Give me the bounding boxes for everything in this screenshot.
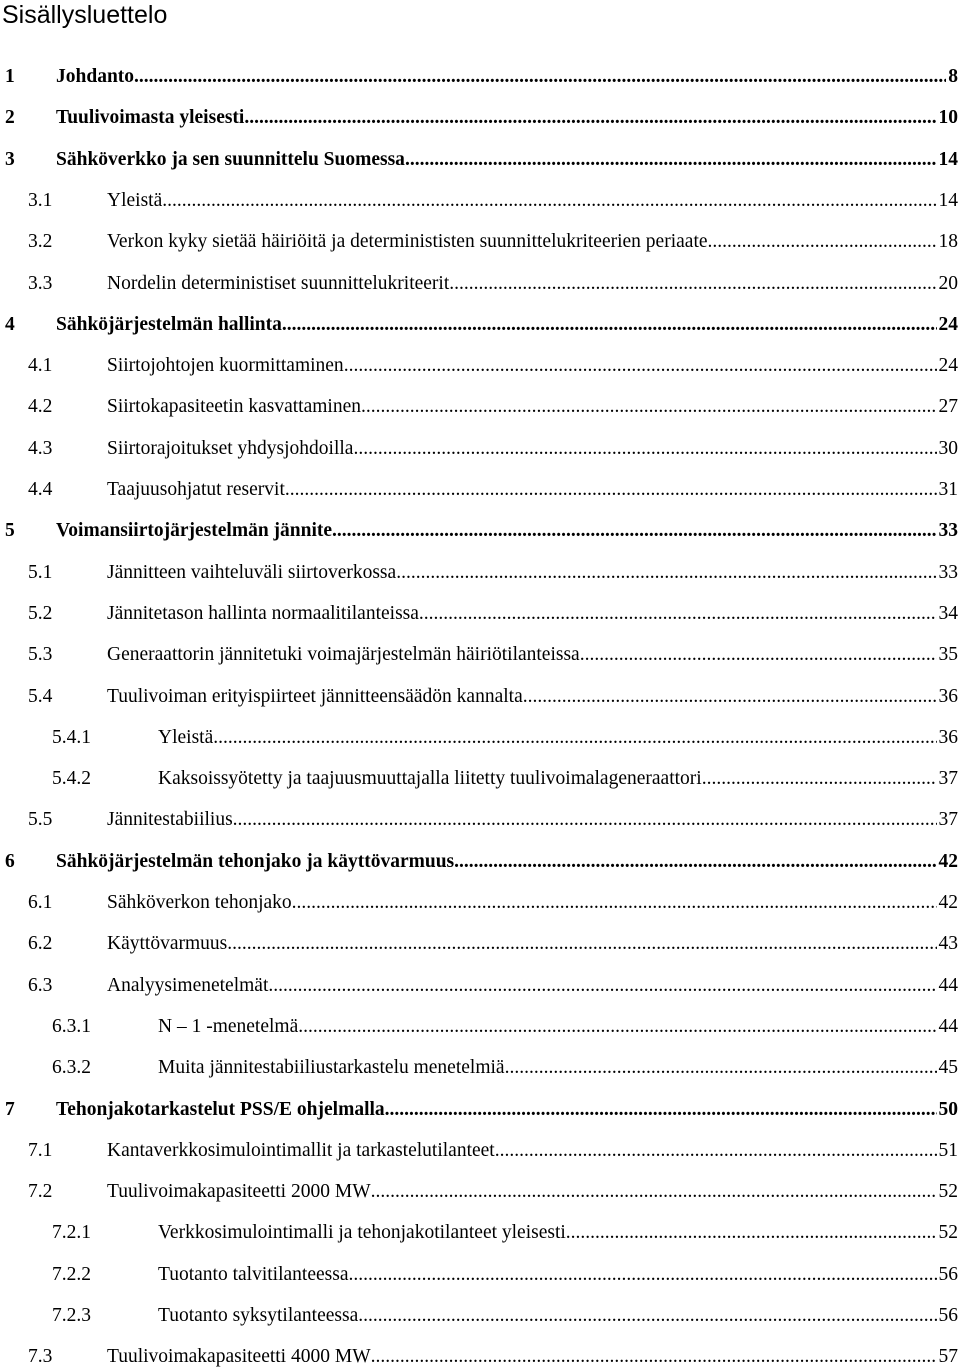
toc-entry-number: 7.2.3 xyxy=(52,1305,91,1326)
toc-entry-page[interactable]: 35 xyxy=(938,644,958,666)
toc-entry-title[interactable]: Siirtorajoitukset yhdysjohdoilla xyxy=(107,437,354,459)
toc-dot-leader xyxy=(162,186,936,216)
toc-dot-leader xyxy=(449,269,936,299)
toc-entry[interactable] xyxy=(0,971,958,1001)
toc-entry[interactable] xyxy=(0,434,958,464)
toc-entry-line xyxy=(107,971,958,1001)
toc-entry[interactable] xyxy=(0,269,958,299)
toc-entry-line xyxy=(107,1342,958,1372)
toc-entry-page[interactable]: 36 xyxy=(938,726,958,748)
toc-entry-title[interactable]: Sähköverkon tehonjako. xyxy=(107,892,297,913)
toc-entry[interactable] xyxy=(0,475,958,505)
toc-entry-number: 4.2 xyxy=(28,396,53,418)
toc-entry-line xyxy=(107,392,958,422)
toc-entry-line xyxy=(107,599,958,629)
toc-entry-number: 7.2 xyxy=(28,1181,53,1203)
toc-entry[interactable] xyxy=(0,1095,958,1125)
toc-entry-line xyxy=(56,310,958,340)
toc-dot-leader xyxy=(580,640,937,670)
toc-dot-leader xyxy=(495,1136,937,1166)
toc-entry-page[interactable]: 10 xyxy=(938,107,958,129)
toc-entry-title[interactable]: Taajuusohjatut reservit xyxy=(107,479,285,500)
toc-entry-line xyxy=(107,269,958,299)
toc-entry-page[interactable]: 31 xyxy=(938,479,958,500)
toc-entry-line xyxy=(56,516,958,546)
toc-entry[interactable] xyxy=(0,351,958,381)
toc-entry-page[interactable]: 50 xyxy=(938,1098,958,1120)
toc-entry-title[interactable]: Tuulivoiman erityispiirteet jännitteensäädön kannalta xyxy=(107,685,523,707)
toc-entry[interactable] xyxy=(0,847,958,877)
toc-entry-page[interactable]: 36 xyxy=(938,685,958,707)
toc-entry-line xyxy=(56,145,958,175)
toc-entry-line xyxy=(107,227,958,257)
toc-entry-number: 5.4.1 xyxy=(52,726,91,748)
toc-entry-title[interactable]: Siirtokapasiteetin kasvattaminen xyxy=(107,396,361,418)
toc-entry-number: 4.3 xyxy=(28,437,53,459)
toc-entry-title[interactable]: Käyttövarmuus xyxy=(107,933,228,955)
toc-dot-leader xyxy=(566,1218,937,1248)
toc-entry-page[interactable]: 57 xyxy=(938,1346,958,1368)
toc-entry-number: 6.2 xyxy=(28,933,53,955)
toc-dot-leader xyxy=(523,682,937,712)
toc-entry-line xyxy=(107,929,958,959)
toc-entry-page[interactable]: 37 xyxy=(938,809,958,831)
toc-entry[interactable] xyxy=(0,227,958,257)
toc-entry-title[interactable]: Sähköjärjestelmän tehonjako ja käyttövarmuus xyxy=(56,850,455,872)
toc-dot-leader xyxy=(405,145,937,175)
toc-entry-line xyxy=(107,682,958,712)
toc-dot-leader xyxy=(371,1342,937,1372)
toc-entry[interactable] xyxy=(0,392,958,422)
toc-entry-page[interactable]: 14 xyxy=(938,189,958,211)
toc-entry-page[interactable]: 8 xyxy=(948,66,958,87)
toc-entry-number: 5.4.2 xyxy=(52,768,91,790)
toc-entry[interactable] xyxy=(0,62,958,92)
toc-dot-leader xyxy=(285,475,937,505)
toc-entry-number: 3.1 xyxy=(28,189,53,211)
toc-entry-number: 5.2 xyxy=(28,602,53,624)
toc-entry-number: 5.1 xyxy=(28,561,53,583)
toc-entry-line xyxy=(56,847,958,877)
toc-dot-leader xyxy=(358,1301,936,1331)
toc-entry-number: 3.2 xyxy=(28,231,53,253)
toc-entry-page[interactable]: 37 xyxy=(938,768,958,790)
toc-entry-title[interactable]: Sähköverkko ja sen suunnittelu Suomessa xyxy=(56,148,405,170)
toc-dot-leader xyxy=(361,392,937,422)
toc-entry[interactable] xyxy=(0,1301,958,1331)
toc-entry-number: 1 xyxy=(5,66,15,87)
toc-entry[interactable] xyxy=(0,1053,958,1083)
toc-dot-leader xyxy=(353,434,936,464)
toc-entry-number: 3 xyxy=(5,148,15,170)
toc-entry[interactable] xyxy=(0,516,958,546)
toc-entry-number: 2 xyxy=(5,107,15,129)
toc-entry-title[interactable]: Jännitteen vaihteluväli siirtoverkossa xyxy=(107,561,397,583)
toc-entry-line xyxy=(107,434,958,464)
toc-entry-line xyxy=(158,1301,958,1331)
toc-dot-leader xyxy=(708,227,937,257)
toc-entry-line xyxy=(158,723,958,753)
toc-entry-line xyxy=(107,805,958,835)
toc-entry[interactable] xyxy=(0,723,958,753)
toc-entry-line xyxy=(107,351,958,381)
toc-entry-number: 6.3.1 xyxy=(52,1015,91,1037)
toc-entry[interactable] xyxy=(0,558,958,588)
toc-entry-number: 7.2.2 xyxy=(52,1263,91,1285)
toc-entry-number: 7.2.1 xyxy=(52,1222,91,1244)
toc-entry-title[interactable]: Tuotanto talvitilanteessa xyxy=(158,1263,349,1285)
toc-dot-leader xyxy=(298,1012,936,1042)
toc-entry-title[interactable]: Muita jännitestabiiliustarkastelu menetelmiä xyxy=(158,1057,505,1079)
toc-entry[interactable] xyxy=(0,310,958,340)
toc-entry-line xyxy=(107,888,958,918)
toc-entry[interactable] xyxy=(0,764,958,794)
toc-entry-page[interactable]: 18 xyxy=(938,231,958,253)
toc-entry-number: 6.3 xyxy=(28,974,53,996)
toc-entry-page[interactable]: 45 xyxy=(938,1057,958,1079)
toc-entry[interactable] xyxy=(0,1342,958,1372)
toc-dot-leader xyxy=(297,888,937,918)
toc-dot-leader xyxy=(385,1095,937,1125)
toc-entry-title[interactable]: Analyysimenetelmät xyxy=(107,974,269,996)
toc-entry-page[interactable]: 44 xyxy=(938,974,958,996)
toc-entry-page[interactable]: 33 xyxy=(938,561,958,583)
toc-entry-page[interactable]: 34 xyxy=(938,602,958,624)
toc-entry[interactable] xyxy=(0,145,958,175)
toc-entry-title[interactable]: Johdanto xyxy=(56,66,135,87)
toc-dot-leader xyxy=(348,1260,936,1290)
toc-entry-page[interactable]: 42 xyxy=(938,892,958,913)
toc-entry-title[interactable]: Jännitetason hallinta normaalitilanteissa xyxy=(107,602,419,624)
toc-entry-title[interactable]: Siirtojohtojen kuormittaminen xyxy=(107,355,344,377)
toc-entry-title[interactable]: Verkkosimulointimalli ja tehonjakotilanteet yleisesti xyxy=(158,1222,566,1244)
toc-entry-page[interactable]: 52 xyxy=(938,1181,958,1203)
toc-entry-title[interactable]: Verkon kyky sietää häiriöitä ja determinististen suunnittelukriteerien periaate xyxy=(107,231,708,253)
toc-entry-line xyxy=(158,1012,958,1042)
toc-entry[interactable] xyxy=(0,186,958,216)
toc-entry-page[interactable]: 43 xyxy=(938,933,958,955)
toc-entry-page[interactable]: 33 xyxy=(938,520,958,542)
toc-dot-leader xyxy=(396,558,936,588)
toc-entry-line xyxy=(107,1177,958,1207)
toc-entry-line xyxy=(107,640,958,670)
toc-entry-line xyxy=(158,764,958,794)
toc-entry-line xyxy=(107,186,958,216)
toc-entry-title[interactable]: Kaksoissyötetty ja taajuusmuuttajalla liitetty tuulivoimalageneraattori xyxy=(158,768,702,790)
toc-entry-page[interactable]: 44 xyxy=(938,1015,958,1037)
toc-dot-leader xyxy=(227,929,936,959)
toc-entry-number: 4 xyxy=(5,313,15,335)
toc-dot-leader xyxy=(282,310,937,340)
toc-entry-title[interactable]: Tuotanto syksytilanteessa xyxy=(158,1305,359,1326)
toc-entry-line xyxy=(107,475,958,505)
toc-entry-title[interactable]: Tuulivoimasta yleisesti xyxy=(56,107,245,129)
toc-entry-title[interactable]: N – 1 -menetelmä xyxy=(158,1015,299,1037)
toc-entry-title[interactable]: Generaattorin jännitetuki voimajärjestelmän häiriötilanteissa xyxy=(107,644,580,666)
toc-dot-leader xyxy=(419,599,937,629)
toc-entry-number: 7.3 xyxy=(28,1346,53,1368)
toc-entry[interactable] xyxy=(0,640,958,670)
toc-entry-number: 4.1 xyxy=(28,355,53,377)
toc-entry-line xyxy=(56,62,958,92)
toc-entry-line xyxy=(56,1095,958,1125)
toc-dot-leader xyxy=(702,764,937,794)
toc-dot-leader xyxy=(233,805,937,835)
toc-entry[interactable] xyxy=(0,682,958,712)
toc-entry-title[interactable]: Tuulivoimakapasiteetti 2000 MW xyxy=(107,1181,371,1203)
toc-entry-page[interactable]: 20 xyxy=(938,272,958,294)
toc-entry[interactable] xyxy=(0,599,958,629)
toc-entry-title[interactable]: Jännitestabiilius xyxy=(107,809,233,831)
toc-entry-number: 5.4 xyxy=(28,685,53,707)
toc-dot-leader xyxy=(371,1177,937,1207)
toc-entry-number: 7 xyxy=(5,1098,15,1120)
toc-entry-number: 5 xyxy=(5,520,15,542)
toc-dot-leader xyxy=(344,351,937,381)
toc-entry-title[interactable]: Kantaverkkosimulointimallit ja tarkastelutilanteet xyxy=(107,1139,495,1161)
toc-entry-title[interactable]: Yleistä xyxy=(107,189,163,211)
toc-entry[interactable] xyxy=(0,1260,958,1290)
toc-entry-title[interactable]: Sähköjärjestelmän hallinta xyxy=(56,313,282,335)
toc-entry-line xyxy=(107,558,958,588)
toc-entry-number: 5.5 xyxy=(28,809,53,831)
toc-dot-leader xyxy=(454,847,936,877)
toc-entry-number: 6.3.2 xyxy=(52,1057,91,1079)
toc-entry-line xyxy=(158,1053,958,1083)
toc-entry-page[interactable]: 56 xyxy=(938,1305,958,1326)
toc-entry-number: 5.3 xyxy=(28,644,53,666)
toc-entry-page[interactable]: 42 xyxy=(938,850,958,872)
toc-entry-number: 3.3 xyxy=(28,272,53,294)
toc-entry[interactable] xyxy=(0,1012,958,1042)
toc-dot-leader xyxy=(505,1053,937,1083)
toc-entry-title[interactable]: Nordelin deterministiset suunnittelukriteerit xyxy=(107,272,450,294)
toc-entry[interactable] xyxy=(0,1218,958,1248)
toc-entry[interactable] xyxy=(0,888,958,918)
toc-entry-page[interactable]: 51 xyxy=(938,1139,958,1161)
toc-entry-page[interactable]: 52 xyxy=(938,1222,958,1244)
toc-dot-leader xyxy=(213,723,936,753)
toc-entry-page[interactable]: 56 xyxy=(938,1263,958,1285)
toc-entry-page[interactable]: 24 xyxy=(938,355,958,377)
toc-dot-leader xyxy=(134,62,946,92)
toc-entry-page[interactable]: 30 xyxy=(938,437,958,459)
toc-entry-number: 4.4 xyxy=(28,479,53,500)
toc-entry-line xyxy=(158,1218,958,1248)
toc-entry-title[interactable]: Yleistä xyxy=(158,726,214,748)
toc-dot-leader xyxy=(332,516,936,546)
toc-entry[interactable] xyxy=(0,929,958,959)
toc-entry[interactable] xyxy=(0,103,958,133)
toc-entry[interactable] xyxy=(0,805,958,835)
toc-entry-line xyxy=(56,103,958,133)
toc-entry-number: 6.1 xyxy=(28,892,53,913)
toc-entry-number: 7.1 xyxy=(28,1139,53,1161)
toc-entry[interactable] xyxy=(0,1136,958,1166)
toc-entry-page[interactable]: 14 xyxy=(938,148,958,170)
toc-entry-line xyxy=(107,1136,958,1166)
toc-dot-leader xyxy=(268,971,936,1001)
toc-entry-line xyxy=(158,1260,958,1290)
toc-entry-number: 6 xyxy=(5,850,15,872)
toc-entry-title[interactable]: Voimansiirtojärjestelmän jännite xyxy=(56,520,333,542)
toc-entry-page[interactable]: 24 xyxy=(938,313,958,335)
toc-entry[interactable] xyxy=(0,1177,958,1207)
toc-entry-title[interactable]: Tehonjakotarkastelut PSS/E ohjelmalla xyxy=(56,1098,385,1120)
toc-dot-leader xyxy=(244,103,936,133)
toc-entry-title[interactable]: Tuulivoimakapasiteetti 4000 MW xyxy=(107,1346,371,1368)
toc-entry-page[interactable]: 27 xyxy=(938,396,958,418)
toc-title: Sisällysluettelo xyxy=(2,1,168,29)
